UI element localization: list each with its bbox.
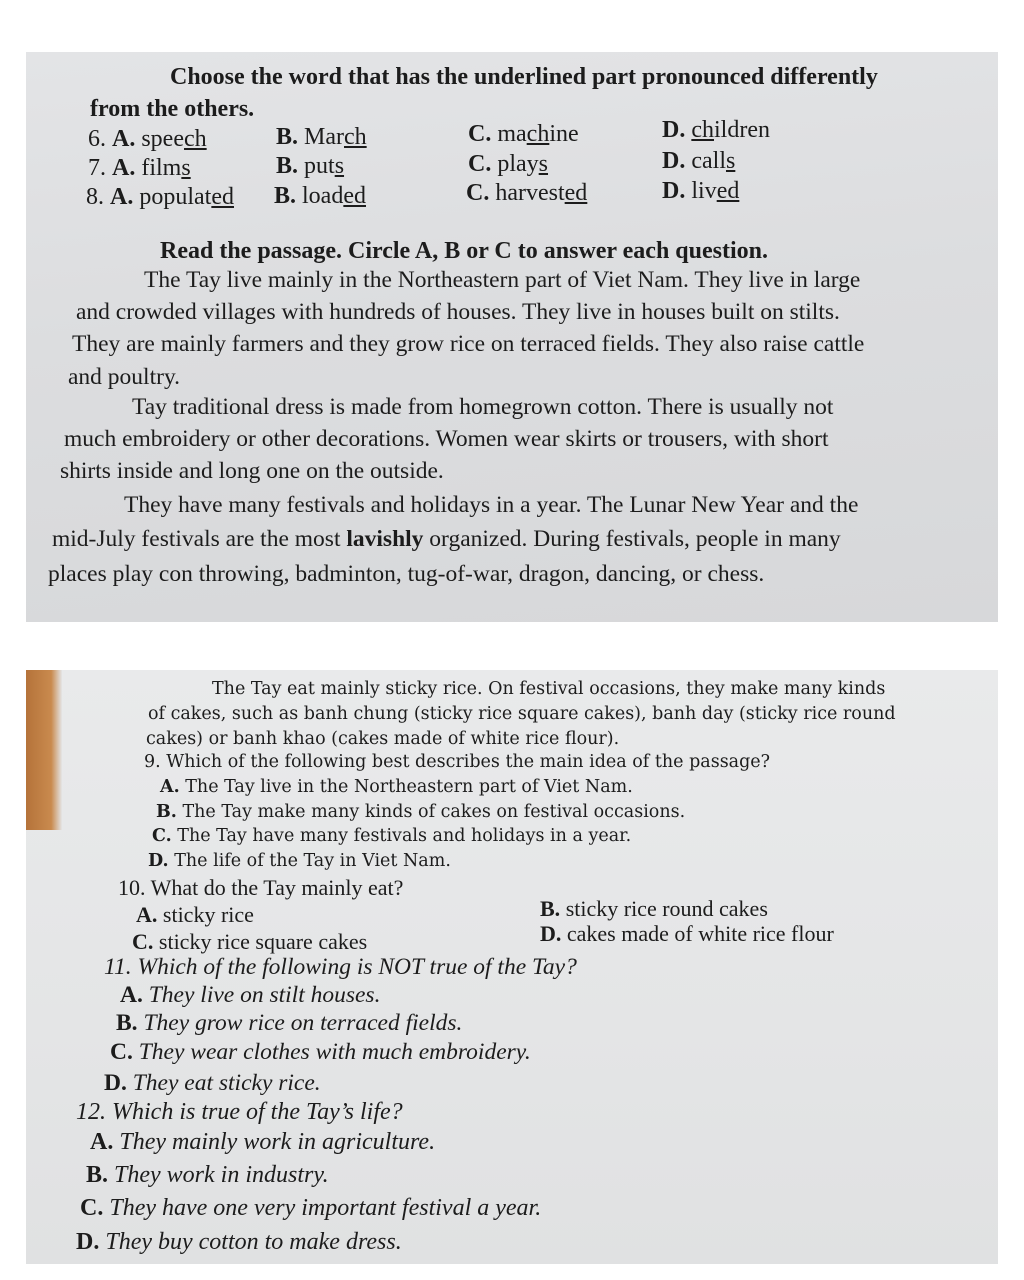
q10-option-b: B. sticky rice round cakes (540, 896, 768, 921)
q11-stem: 11. Which of the following is NOT true of the Tay? (104, 954, 577, 980)
q6-option-c: C. machine (468, 121, 579, 147)
instruction-heading-cont: from the others. (90, 96, 255, 122)
passage-line: much embroidery or other decorations. Women wear skirts or trousers, with short (64, 426, 829, 452)
passage-line: and poultry. (68, 364, 181, 390)
passage-line: They are mainly farmers and they grow rice on terraced fields. They also raise cattle (72, 331, 865, 357)
q12-option-c: C. They have one very important festival a year. (80, 1195, 542, 1221)
q6-option-b: B. March (276, 124, 367, 150)
q9-option-d: D. The life of the Tay in Viet Nam. (148, 851, 451, 871)
q9-option-c: C. The Tay have many festivals and holidays in a year. (152, 826, 632, 846)
passage-line: and crowded villages with hundreds of houses. They live in houses built on stilts. (76, 299, 840, 325)
passage-line: places play con throwing, badminton, tug-of-war, dragon, dancing, or chess. (48, 561, 765, 587)
q8-option-d: D. lived (662, 178, 740, 204)
q7-option-b: B. puts (276, 153, 345, 179)
q11-option-d: D. They eat sticky rice. (104, 1070, 321, 1096)
instruction-heading: Choose the word that has the underlined part pronounced differently (170, 64, 878, 90)
q7-option-d: D. calls (662, 148, 736, 174)
q9-option-b: B. The Tay make many kinds of cakes on festival occasions. (156, 802, 686, 822)
passage-line: cakes) or banh khao (cakes made of white rice flour). (146, 729, 620, 749)
q10-option-a: A. sticky rice (136, 902, 254, 927)
passage-line: of cakes, such as banh chung (sticky rice square cakes), banh day (sticky rice round (148, 704, 896, 724)
q8-option-c: C. harvested (466, 180, 588, 206)
bold-word-lavishly: lavishly (346, 526, 424, 552)
passage-line: shirts inside and long one on the outside. (60, 458, 444, 484)
q12-option-d: D. They buy cotton to make dress. (76, 1229, 402, 1255)
q8-option-b: B. loaded (274, 183, 366, 209)
q6-option-a: 6. A. speech (88, 126, 207, 152)
q11-option-a: A. They live on stilt houses. (120, 982, 381, 1008)
q12-option-a: A. They mainly work in agriculture. (90, 1129, 436, 1155)
q9-option-a: A. The Tay live in the Northeastern part of Viet Nam. (160, 777, 633, 797)
q10-stem: 10. What do the Tay mainly eat? (118, 875, 404, 900)
passage-line: They have many festivals and holidays in a year. The Lunar New Year and the (124, 492, 859, 518)
q8-option-a: 8. A. populated (86, 184, 234, 210)
photo-edge-shadow (26, 670, 62, 830)
q11-option-b: B. They grow rice on terraced fields. (116, 1010, 463, 1036)
q7-option-c: C. plays (468, 151, 549, 177)
q12-option-b: B. They work in industry. (86, 1162, 329, 1188)
reading-instruction: Read the passage. Circle A, B or C to answer each question. (160, 238, 768, 264)
q11-option-c: C. They wear clothes with much embroidery. (110, 1039, 531, 1065)
passage-line: The Tay live mainly in the Northeastern part of Viet Nam. They live in large (144, 267, 861, 293)
q7-option-a: 7. A. films (88, 155, 191, 181)
passage-line: The Tay eat mainly sticky rice. On festival occasions, they make many kinds (212, 679, 886, 699)
q12-stem: 12. Which is true of the Tay’s life? (76, 1099, 403, 1125)
q10-option-c: C. sticky rice square cakes (132, 929, 368, 954)
q9-stem: 9. Which of the following best describes the main idea of the passage? (144, 752, 771, 772)
passage-line: mid-July festivals are the most lavishly organized. During festivals, people in many (52, 526, 841, 552)
passage-line: Tay traditional dress is made from homegrown cotton. There is usually not (132, 394, 834, 420)
q10-option-d: D. cakes made of white rice flour (540, 921, 834, 946)
q6-option-d: D. children (662, 117, 770, 143)
